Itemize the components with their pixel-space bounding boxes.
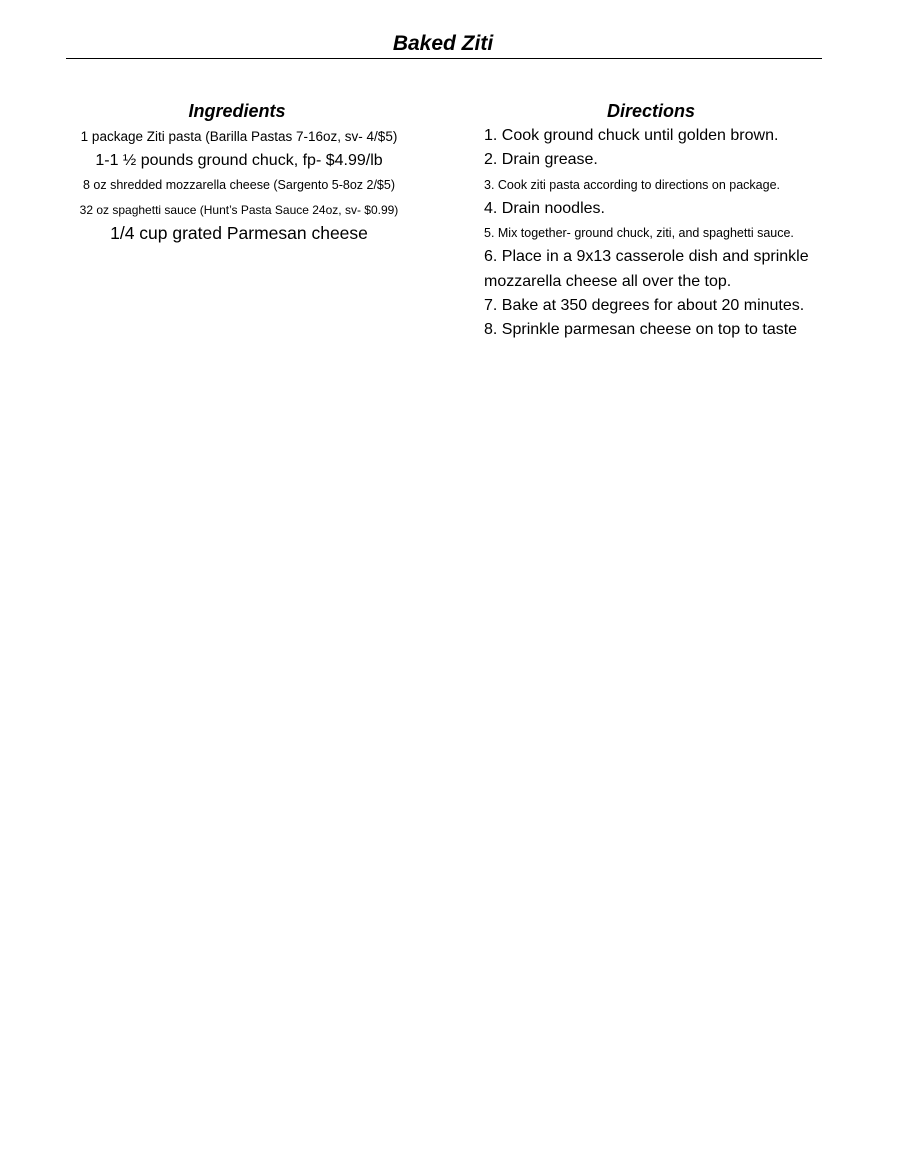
ingredients-heading: Ingredients <box>188 101 286 121</box>
ingredient-item: 32 oz spaghetti sauce (Hunt’s Pasta Sauce 24oz, sv- $0.99) <box>79 203 399 217</box>
direction-step: 2. Drain grease. <box>484 151 598 169</box>
direction-step: 3. Cook ziti pasta according to directions on package. <box>484 177 781 192</box>
directions-list <box>484 124 829 343</box>
ingredients-list <box>64 125 414 244</box>
directions-heading: Directions <box>606 101 696 121</box>
direction-step: 1. Cook ground chuck until golden brown. <box>484 127 779 144</box>
ingredient-item: 1 package Ziti pasta (Barilla Pastas 7-16oz, sv- 4/$5) <box>80 129 398 144</box>
direction-step: 6. Place in a 9x13 casserole dish and sprinkle mozzarella cheese all over the top. <box>484 248 809 290</box>
direction-step: 5. Mix together- ground chuck, ziti, and spaghetti sauce. <box>484 226 794 241</box>
title-divider <box>66 58 822 59</box>
direction-step: 8. Sprinkle parmesan cheese on top to taste <box>484 321 798 339</box>
recipe-title: Baked Ziti <box>392 32 494 55</box>
direction-step: 7. Bake at 350 degrees for about 20 minutes. <box>484 297 805 315</box>
direction-step: 4. Drain noodles. <box>484 199 605 217</box>
ingredient-item: 8 oz shredded mozzarella cheese (Sargento 5-8oz 2/$5) <box>83 178 395 192</box>
ingredient-item: 1/4 cup grated Parmesan cheese <box>110 223 368 243</box>
ingredient-item: 1-1 ½ pounds ground chuck, fp- $4.99/lb <box>95 152 383 169</box>
